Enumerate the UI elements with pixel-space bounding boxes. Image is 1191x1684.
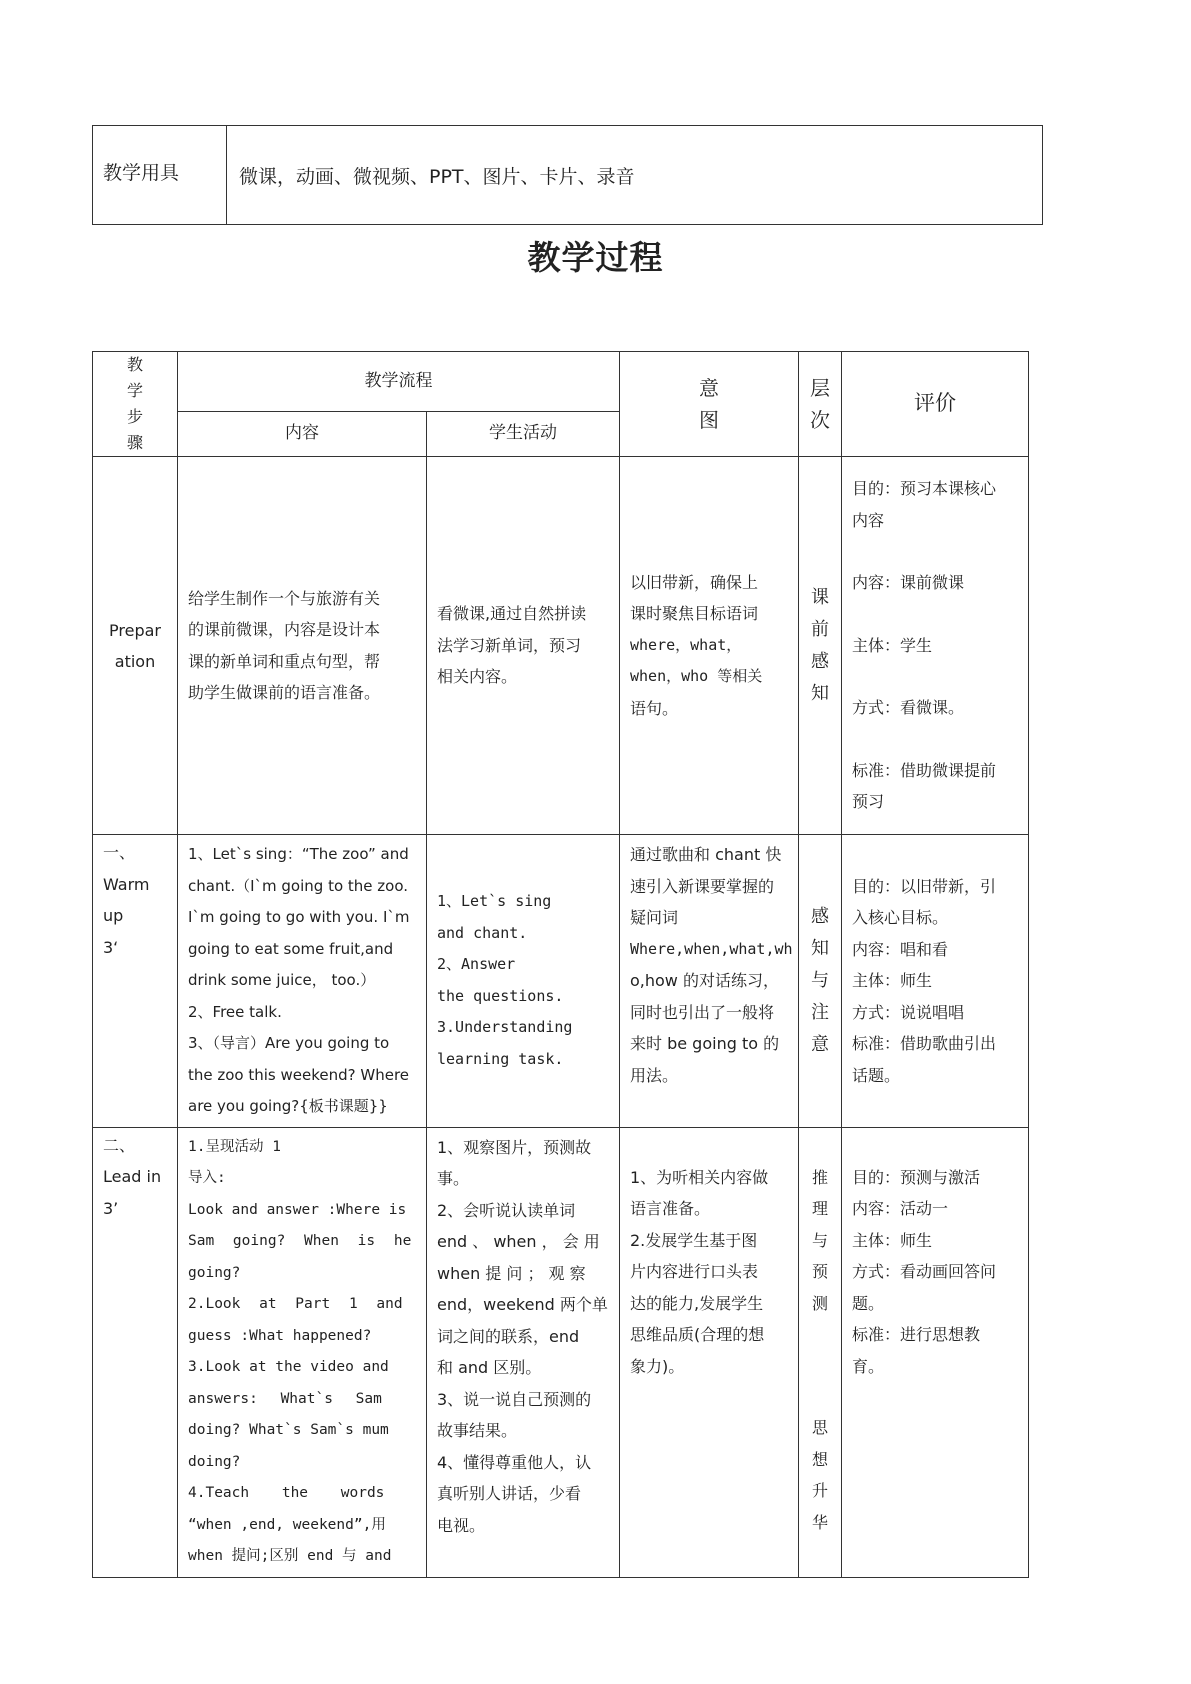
header-level [799, 352, 842, 457]
intent-line: when，who 等相关 [630, 667, 763, 686]
intent-cell [620, 835, 799, 1128]
activity-line: 3、说一说自己预测的 [437, 1389, 592, 1409]
evaluation-cell [842, 457, 1029, 835]
activity-line: 和 and 区别。 [437, 1358, 542, 1377]
intent-line: 1、为听相关内容做 [630, 1167, 769, 1187]
intent-line: 片内容进行口头表 [630, 1262, 759, 1281]
step-label: up [103, 906, 124, 925]
level-char: 注 [811, 1001, 829, 1023]
content-line: going? [188, 1264, 241, 1281]
header-evaluation: 评价 [842, 352, 1029, 457]
activity-line: when 提 问 ； 观 察 [437, 1263, 586, 1283]
level-char: 测 [811, 1293, 828, 1313]
content-line: doing? [188, 1453, 241, 1470]
evaluation-cell [842, 1127, 1029, 1577]
tools-label: 教学用具 [93, 126, 227, 225]
activity-line: 事。 [437, 1169, 470, 1188]
evaluation-line: 话题。 [852, 1065, 901, 1085]
intent-line: o,how 的对话练习， [630, 971, 779, 990]
evaluation-line: 预习 [852, 792, 885, 812]
evaluation-line: 方式：看动画回答问 [852, 1262, 997, 1281]
intent-line: 来时 be going to 的 [630, 1034, 780, 1053]
intent-line: 语言准备。 [630, 1199, 711, 1218]
level-char: 思 [811, 1418, 828, 1437]
content-line: when 提问;区别 end 与 and [188, 1548, 392, 1564]
content-line: “when ,end, weekend”,用 [188, 1516, 386, 1533]
content-line: 2、Free talk. [188, 1002, 282, 1021]
activity-line: 4、懂得尊重他人，认 [437, 1452, 592, 1472]
intent-line: 课时聚焦目标语词 [630, 604, 759, 624]
content-line: 4.Teach the words [188, 1485, 385, 1501]
content-line: 给学生制作一个与旅游有关 [188, 588, 381, 608]
evaluation-line: 目的：预习本课核心 [852, 479, 997, 499]
activity-line: 1、观察图片，预测故 [437, 1137, 592, 1157]
activity-line: the questions. [437, 986, 564, 1005]
content-line: drink some juice， too.） [188, 971, 376, 989]
content-line: 的课前微课，内容是设计本 [188, 620, 381, 639]
level-char: 意 [811, 1033, 829, 1055]
activity-line: and chant. [437, 923, 528, 942]
intent-line: 速引入新课要掌握的 [630, 876, 775, 896]
evaluation-cell [842, 835, 1029, 1128]
evaluation-line: 主体：师生 [852, 1230, 933, 1250]
activity-line: 看微课,通过自然拼读 [437, 604, 587, 624]
step-label: 二、 [103, 1135, 136, 1155]
header-content: 内容 [178, 412, 427, 457]
content-cell [178, 1127, 427, 1577]
level-char: 想 [811, 1449, 828, 1469]
level-char: 知 [811, 682, 829, 704]
level-cell [799, 457, 842, 835]
header-activity: 学生活动 [427, 412, 620, 457]
level-char: 前 [811, 618, 829, 640]
activity-cell [427, 457, 620, 835]
step-cell [93, 457, 178, 835]
level-char: 华 [811, 1512, 828, 1532]
activity-line: 相关内容。 [437, 667, 518, 687]
step-label: 一、 [103, 843, 136, 862]
content-line: Sam going? When is he [188, 1233, 412, 1249]
header-step [93, 352, 178, 457]
step-label: Prepar [109, 620, 161, 640]
teaching-process-table [92, 351, 1029, 1578]
level-char: 预 [811, 1262, 828, 1281]
tools-value: 微课，动画、微视频、PPT、图片、卡片、录音 [227, 126, 1043, 225]
evaluation-line: 育。 [852, 1356, 885, 1376]
level-char: 与 [811, 969, 829, 991]
activity-cell [427, 1127, 620, 1577]
intent-line: Where,when,what,wh [630, 939, 793, 958]
activity-line: 故事结果。 [437, 1421, 518, 1440]
intent-cell [620, 457, 799, 835]
header-level-char: 层 [810, 376, 830, 400]
content-line: 1、Let`s sing：“The zoo” and [188, 845, 409, 863]
intent-line: 达的能力,发展学生 [630, 1293, 764, 1313]
intent-line: 通过歌曲和 chant 快 [630, 845, 782, 864]
teaching-tools-table [92, 125, 1043, 225]
level-cell [799, 835, 842, 1128]
header-level-char: 次 [810, 408, 830, 432]
evaluation-line: 标准：借助歌曲引出 [852, 1034, 997, 1053]
intent-line: 用法。 [630, 1065, 679, 1085]
evaluation-line: 主体：学生 [852, 635, 933, 655]
step-label: Warm [103, 874, 150, 894]
evaluation-line: 内容 [852, 510, 885, 530]
content-line: the zoo this weekend? Where [188, 1065, 410, 1084]
header-step-char: 教 [126, 355, 143, 374]
content-line: 3、（导言）Are you going to [188, 1034, 390, 1052]
evaluation-line: 内容：唱和看 [852, 939, 949, 959]
step-label: ation [114, 651, 156, 671]
header-row [93, 352, 1029, 412]
content-line: 课的新单词和重点句型，帮 [188, 651, 381, 671]
content-line: answers: What`s Sam [188, 1390, 382, 1407]
intent-line: 语句。 [630, 698, 679, 718]
evaluation-line: 内容：课前微课 [852, 573, 965, 593]
step-cell [93, 835, 178, 1128]
content-line: are you going?{板书课题}} [188, 1097, 388, 1115]
activity-line: 电视。 [437, 1515, 486, 1535]
activity-cell [427, 835, 620, 1128]
table-row [93, 835, 1029, 1128]
header-intent [620, 352, 799, 457]
activity-line: learning task. [437, 1049, 564, 1068]
header-step-char: 骤 [126, 433, 143, 452]
header-step-char: 学 [126, 381, 143, 400]
step-label: Lead in [103, 1167, 162, 1186]
activity-line: end，weekend 两个单 [437, 1295, 608, 1314]
intent-line: 思维品质(合理的想 [630, 1325, 765, 1344]
level-char: 理 [811, 1199, 828, 1218]
level-char: 知 [811, 937, 829, 959]
evaluation-line: 标准：进行思想教 [852, 1325, 981, 1344]
activity-line: end 、 when ， 会 用 [437, 1232, 600, 1251]
section-title: 教学过程 [527, 238, 664, 277]
evaluation-line: 目的：预测与激活 [852, 1167, 981, 1187]
evaluation-line: 内容：活动一 [852, 1199, 949, 1218]
intent-cell [620, 1127, 799, 1577]
intent-line: 疑问词 [630, 908, 679, 927]
header-step-char: 步 [126, 407, 143, 426]
intent-line: 2.发展学生基于图 [630, 1230, 758, 1250]
intent-line: 以旧带新，确保上 [630, 572, 759, 592]
content-line: 导入: [188, 1170, 226, 1186]
level-cell [799, 1127, 842, 1577]
level-char: 感 [811, 650, 829, 672]
activity-line: 真听别人讲话，少看 [437, 1484, 582, 1503]
evaluation-line: 题。 [852, 1293, 885, 1313]
content-line: guess :What happened? [188, 1327, 372, 1344]
content-cell [178, 835, 427, 1128]
content-line: chant.（I`m going to the zoo. [188, 876, 409, 895]
header-flow: 教学流程 [178, 352, 620, 412]
evaluation-line: 方式：看微课。 [852, 698, 965, 718]
level-char: 推 [811, 1167, 828, 1187]
step-label: 3’ [103, 1198, 119, 1218]
activity-line: 2、Answer [437, 955, 516, 974]
content-cell [178, 457, 427, 835]
activity-line: 法学习新单词，预习 [437, 635, 582, 655]
evaluation-line: 标准：借助微课提前 [852, 760, 997, 780]
activity-line: 1、Let`s sing [437, 892, 552, 911]
header-intent-char: 图 [699, 408, 719, 432]
step-cell [93, 1127, 178, 1577]
level-char: 与 [811, 1230, 828, 1250]
content-line: 2.Look at Part 1 and [188, 1296, 403, 1312]
table-row [93, 457, 1029, 835]
level-char: 课 [811, 586, 829, 608]
activity-line: 3.Understanding [437, 1018, 573, 1037]
content-line: I`m going to go with you. I`m [188, 908, 410, 926]
intent-line: 同时也引出了一般将 [630, 1002, 775, 1022]
content-line: going to eat some fruit,and [188, 939, 394, 958]
header-intent-char: 意 [699, 376, 719, 400]
activity-line: 2、会听说认读单词 [437, 1200, 576, 1220]
content-line: 1.呈现活动 1 [188, 1138, 281, 1155]
content-line: 助学生做课前的语言准备。 [188, 683, 381, 702]
content-line: 3.Look at the video and [188, 1359, 389, 1375]
content-line: Look and answer :Where is [188, 1201, 407, 1218]
evaluation-line: 主体：师生 [852, 971, 933, 990]
intent-line: 象力)。 [630, 1356, 685, 1376]
intent-line: where，what， [630, 635, 742, 654]
evaluation-line: 方式：说说唱唱 [852, 1002, 965, 1022]
table-row [93, 1127, 1029, 1577]
activity-line: 词之间的联系，end [437, 1326, 580, 1346]
content-line: doing? What`s Sam`s mum [188, 1422, 389, 1438]
level-char: 升 [811, 1481, 828, 1500]
evaluation-line: 入核心目标。 [852, 908, 949, 927]
step-label: 3‘ [103, 937, 119, 957]
level-char: 感 [811, 905, 829, 927]
evaluation-line: 目的：以旧带新，引 [852, 876, 997, 896]
